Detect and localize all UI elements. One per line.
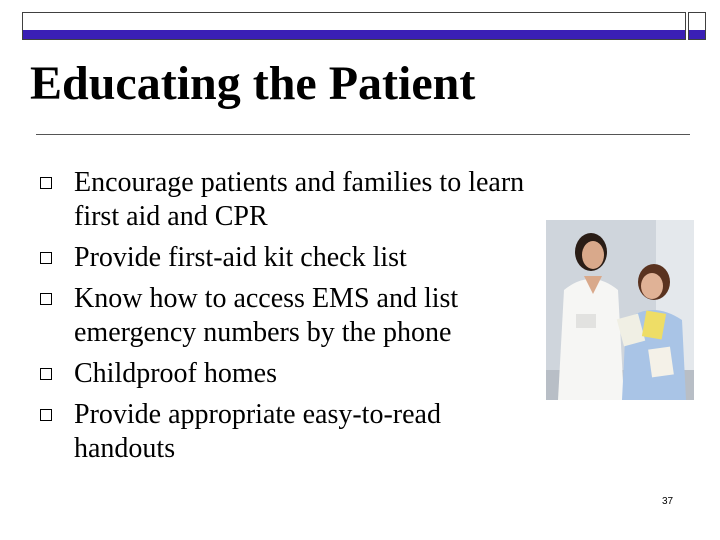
title-divider [36,134,690,135]
square-bullet-icon [40,368,52,380]
square-bullet-icon [40,177,52,189]
header-corner-accent [689,30,705,39]
bullet-item [36,282,536,350]
square-bullet-icon [40,252,52,264]
square-bullet-icon [40,293,52,305]
bullet-text: Know how to access EMS and list emergency numbers by the phone [74,283,459,348]
nurse-patient-photo [546,220,694,400]
bullet-item [36,241,536,275]
bullet-item [36,398,536,466]
square-bullet-icon [40,409,52,421]
bullet-text: Provide appropriate easy-to-read handouts [74,399,441,464]
bullet-text: Provide first-aid kit check list [74,242,407,273]
bullet-list [36,166,536,473]
bullet-text: Encourage patients and families to learn first aid and CPR [74,167,525,232]
bullet-item [36,357,536,391]
photo-illustration [546,220,694,400]
page-number: 37 [662,496,674,507]
bullet-item [36,166,536,234]
bullet-text: Childproof homes [74,358,277,389]
slide-title: Educating the Patient [30,57,476,110]
header-bar-accent [23,30,685,39]
